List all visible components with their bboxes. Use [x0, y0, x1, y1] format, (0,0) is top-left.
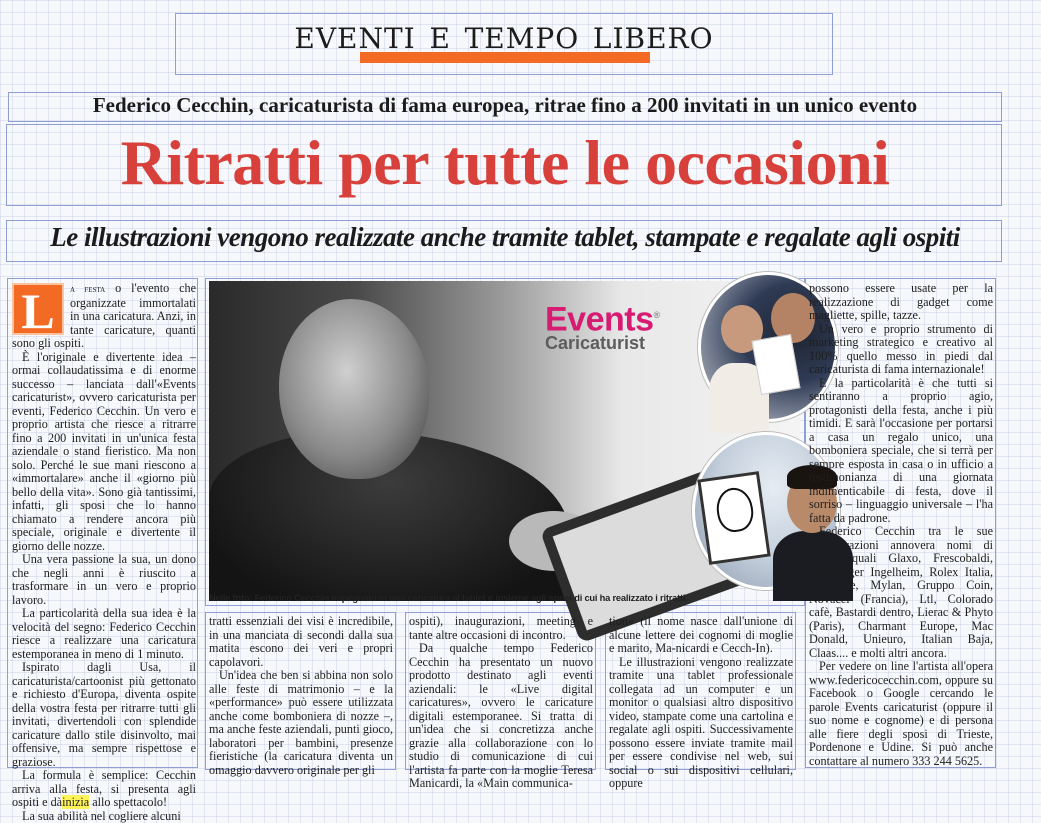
paragraph: tratti essenziali dei visi è incredibile, in una manciata di secondi dalla sua matita escono dei veri e propri capolavori. [209, 615, 393, 669]
paragraph: Ispirato dagli Usa, il caricaturista/cartoonist più gettonato e richiesto d'Europa, diventa ospite della vostra festa per ritrarre tutti gli invitati, divertendoli con splendide caricature dallo stile disinvolto, mai offensive, ma sempre rispettose e graziose. [12, 661, 196, 769]
drop-cap: L [12, 283, 64, 335]
photo-caption: Nelle foto: Federico Cecchin impegnato in una caricatura al tablet e insieme agli sposi di cui ha realizzato i ritratti. [209, 591, 800, 605]
paragraph-with-highlight [12, 769, 196, 810]
article-column-2 [209, 615, 393, 767]
paragraph: E la particolarità è che tutti si sentiranno a proprio agio, protagonisti della festa, anche i più timidi. E sarà l'occasione per portarsi a casa un regalo unico, una bomboniera speciale, che si terrà per sempre esposta in casa o in ufficio a testimonianza di una giornata indimenticabile di festa, dove il sorriso – linguaggio universale – l'ha fatta da padrone. [809, 377, 993, 526]
article-headline: Ritratti per tutte le occasioni [8, 124, 1002, 204]
highlighted-word[interactable]: inizia [62, 795, 89, 809]
paragraph: Le illustrazioni vengono realizzate tramite una tablet professionale collegata ad un computer e un monitor o qualsiasi altro dispositivo video, stampate come una cartolina e regalate agli ospiti. Successivamente possono essere inviate tramite mail per essere condivise nel web, sui social o sui dispositivi cellulari, oppure [609, 656, 793, 791]
paragraph: La sua abilità nel cogliere alcuni [12, 810, 196, 823]
paragraph: Federico Cecchin tra le sue collaborazioni annovera nomi di spicco quali Glaxo, Frescobaldi, Boehringer Ingelheim, Rolex Italia, Vodafone, Mylan, Gruppo Coin, Novacel (Francia), Ltl, Colorado cafè, Bastardi dentro, Lierac & Phyto (Paris), Charmant Europe, Mac Donald, Unieuro, Italian Baja, Claas.... e molti altri ancora. [809, 525, 993, 660]
article-subhead: Federico Cecchin, caricaturista di fama europea, ritrae fino a 200 invitati in un unico evento [8, 92, 1002, 118]
article-column-3 [409, 615, 593, 767]
logo-subtitle: Caricaturist [545, 334, 660, 352]
article-column-5 [809, 282, 993, 766]
paragraph: tion» (il nome nasce dall'unione di alcune lettere dei cognomi di moglie e marito, Ma-nicardi e Cecch-In). [609, 615, 793, 656]
caricature-drawing [714, 486, 756, 535]
paragraph: Una vera passione la sua, un dono che negli anni è riuscito a trasformare in un vero e proprio lavoro. [12, 553, 196, 607]
lead-smallcaps: a festa [70, 284, 105, 295]
photo-figure-head [279, 299, 429, 479]
paragraph: La particolarità della sua idea è la velocità del segno: Federico Cecchin riesce a realizzare una caricatura estemporanea in meno di 1 minuto. [12, 607, 196, 661]
text-run: La formula è semplice: Cecchin arriva alla festa, si presenta agli ospiti e dà [12, 768, 196, 809]
lead-text: o l'evento che organizzate immortalati in una caricatura. Anzi, in tante caricature, quanti sono gli ospiti. [12, 281, 196, 350]
logo-registered-mark: ® [654, 310, 660, 320]
paragraph: È l'originale e divertente idea – ormai collaudatissima e di enorme successo – lanciata dall'«Events caricaturist», ovvero caricaturista per eventi, Federico Cecchin. Un vero e proprio artista che riesce a ritrarre fino a 200 invitati in un'unica festa aziendale o stand fieristico. Ma non solo. Perché le sue mani riescono a «immortalare» anche il «giorno più bello della vita». Sono già tantissimi, infatti, gli sposi che lo hanno chiamato a rendere ancora più speciale, originale e divertente il giorno delle nozze. [12, 351, 196, 554]
text-run: allo spettacolo! [92, 795, 167, 809]
paragraph: Da qualche tempo Federico Cecchin ha presentato un nuovo prodotto destinato agli eventi aziendali: le «Live digital caricatures», ovvero le caricature digitali estemporanee. Si tratta di un'idea che si concretizza anche grazie alla collaborazione con lo studio di comunicazione di cui l'artista fa parte con la moglie Teresa Manicardi, la «Main communica- [409, 642, 593, 791]
lead-paragraph [12, 282, 196, 351]
paragraph: possono essere usate per la realizzazione di gadget come magliette, spille, tazze. [809, 282, 993, 323]
events-caricaturist-logo [545, 298, 660, 352]
article-column-1 [12, 282, 196, 766]
logo-word: Events® [545, 298, 660, 336]
article-column-4 [609, 615, 793, 767]
caricature-frame [697, 471, 770, 565]
paragraph: Un'idea che ben si abbina non solo alle feste di matrimonio – e la «performance» può essere utilizzata anche come bomboniera di nozze –, ma anche feste aziendali, punti gioco, laboratori per bambini, presenze fieristiche (la caricatura diventa un omaggio davvero originale per gli [209, 669, 393, 777]
paragraph: Per vedere on line l'artista all'opera www.federicocecchin.com, oppure su Facebook o Google cercando le parole Events caricaturist (oppure il suo nome e cognome) e di persona alle fiere degli sposi di Trieste, Pordenone e Udine. Si può anche contattare al numero 333 244 5625. [809, 660, 993, 768]
section-title: eventi e tempo libero [175, 13, 833, 75]
caricature-card [752, 334, 801, 395]
article-deck: Le illustrazioni vengono realizzate anche tramite tablet, stampate e regalate agli ospiti [8, 220, 1002, 260]
paragraph: Un vero e proprio strumento di marketing strategico e creativo al 100% quello messo in piedi dal caricaturista di fama internazionale! [809, 323, 993, 377]
paragraph: ospiti), inaugurazioni, meeting e tante altre occasioni di incontro. [409, 615, 593, 642]
